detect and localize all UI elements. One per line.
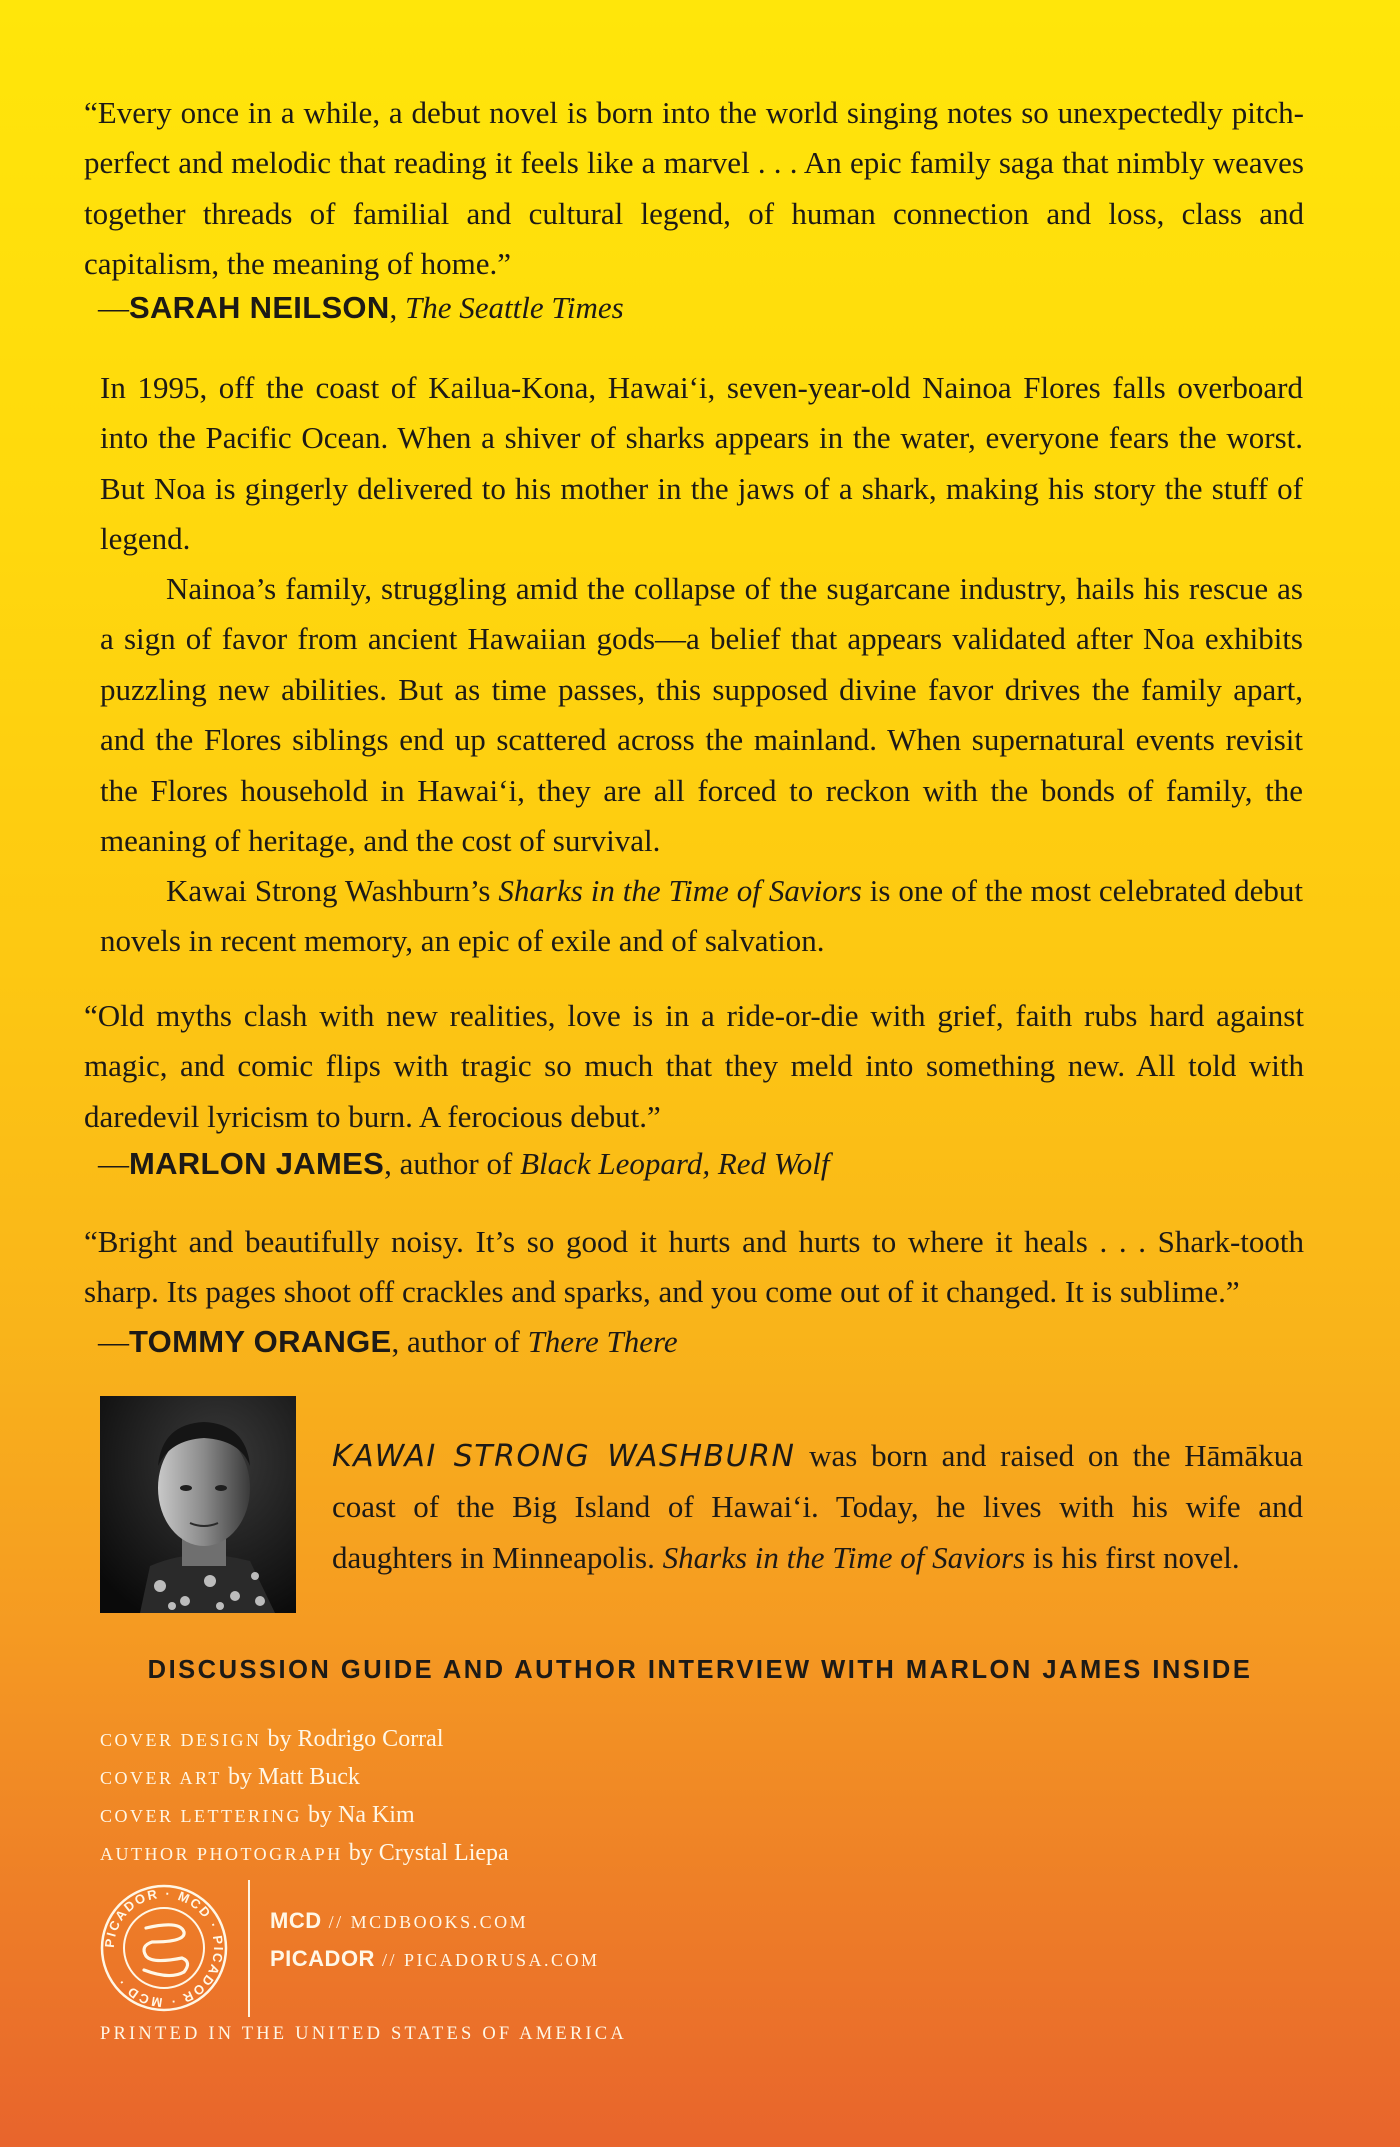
credit-role: AUTHOR PHOTOGRAPH [100,1844,343,1864]
publisher-name: PICADOR [270,1946,375,1971]
logo-divider [248,1880,250,2017]
reviewer-source: Black Leopard, Red Wolf [520,1146,830,1181]
credit-name: by Rodrigo Corral [261,1726,444,1752]
bio-book-title: Sharks in the Time of Saviors [662,1539,1026,1575]
credit-role: COVER LETTERING [100,1806,302,1826]
publisher-url: // MCDBOOKS.COM [321,1912,529,1932]
publisher-mcd [270,1908,528,1934]
credits-list [100,1721,509,1873]
synopsis-paragraph-3 [100,866,1303,967]
author-name-lettering: KAWAI STRONG WASHBURN [332,1439,796,1474]
publisher-picador [270,1946,600,1972]
reviewer-name: MARLON JAMES [129,1146,385,1181]
review-quote-2: “Old myths clash with new realities, love is in a ride-or-die with grief, faith rubs hard against magic, and comic flips with tragic so much that they meld into something new. All told with daredevil lyricism to burn. A ferocious debut.” [84,998,1304,1134]
credit-name: by Matt Buck [221,1764,360,1790]
reviewer-name: TOMMY ORANGE [129,1324,392,1359]
attribution-dash: — [98,1324,129,1359]
synopsis-text-end: is one of the most celebrated debut novels in recent memory, an epic of exile and of salvation. [100,873,1304,959]
publisher-seal-logo [100,1884,228,2012]
synopsis-paragraph-1: In 1995, off the coast of Kailua-Kona, Hawai‘i, seven-year-old Nainoa Flores falls overboard into the Pacific Ocean. When a shiver of sharks appears in the water, everyone fears the worst. But Noa is gingerly delivered to his mother in the jaws of a shark, making his story the stuff of legend. [100,370,1303,557]
attribution-separator: , author of [391,1324,528,1359]
author-photo [100,1396,296,1613]
attribution-dash: — [98,1146,129,1181]
attribution-separator: , [389,290,406,325]
credit-line [100,1797,509,1835]
review-quote-1: “Every once in a while, a debut novel is born into the world singing notes so unexpectedly pitch-perfect and melodic that reading it feels like a marvel . . . An epic family saga that nimbly weaves together threads of familial and cultural legend, of human connection and loss, class and capitalism, the meaning of home.” [84,95,1304,282]
seal-text: PICADOR · MCD · PICADOR · MCD · [101,1885,227,2011]
credit-line [100,1721,509,1759]
reviewer-name: SARAH NEILSON [129,290,390,325]
credit-line [100,1835,509,1873]
reviewer-source: The Seattle Times [405,290,624,325]
credit-name: by Na Kim [301,1802,415,1828]
book-title: Sharks in the Time of Saviors [498,873,862,908]
publisher-url: // PICADORUSA.COM [374,1950,600,1970]
attribution-dash: — [98,290,129,325]
publisher-name: MCD [270,1908,322,1933]
credit-role: COVER ART [100,1768,222,1788]
printed-in-note: PRINTED IN THE UNITED STATES OF AMERICA [100,2024,627,2044]
quote-1-attribution [98,288,624,328]
credit-role: COVER DESIGN [100,1730,262,1750]
author-bio [332,1431,1303,1583]
bio-text: was born and raised on the Hāmākua coast of the Big Island of Hawai‘i. Today, he lives with his wife and daughters in Minneapolis. [332,1438,1303,1575]
quote-3-attribution [98,1322,678,1362]
review-quote-3: “Bright and beautifully noisy. It’s so good it hurts and hurts to where it heals . . . Shark-tooth sharp. Its pages shoot off crackles and sparks, and you come out of it changed. It is sublime.” [84,1224,1304,1310]
credit-name: by Crystal Liepa [342,1840,509,1866]
reviewer-source: There There [527,1324,678,1359]
attribution-separator: , author of [384,1146,521,1181]
discussion-guide-note: DISCUSSION GUIDE AND AUTHOR INTERVIEW WITH MARLON JAMES INSIDE [147,1656,1253,1684]
synopsis-text: Kawai Strong Washburn’s [166,873,499,908]
serpent-icon [144,1925,188,1976]
credit-line [100,1759,509,1797]
quote-2-attribution [98,1144,829,1184]
bio-text-end: is his first novel. [1025,1539,1240,1575]
synopsis-paragraph-2: Nainoa’s family, struggling amid the collapse of the sugarcane industry, hails his rescue as a sign of favor from ancient Hawaiian gods—a belief that appears validated after Noa exhibits puzzling new abilities. But as time passes, this supposed divine favor drives the family apart, and the Flores siblings end up scattered across the mainland. When supernatural events revisit the Flores household in Hawai‘i, they are all forced to reckon with the bonds of family, the meaning of heritage, and the cost of survival. [100,571,1303,859]
